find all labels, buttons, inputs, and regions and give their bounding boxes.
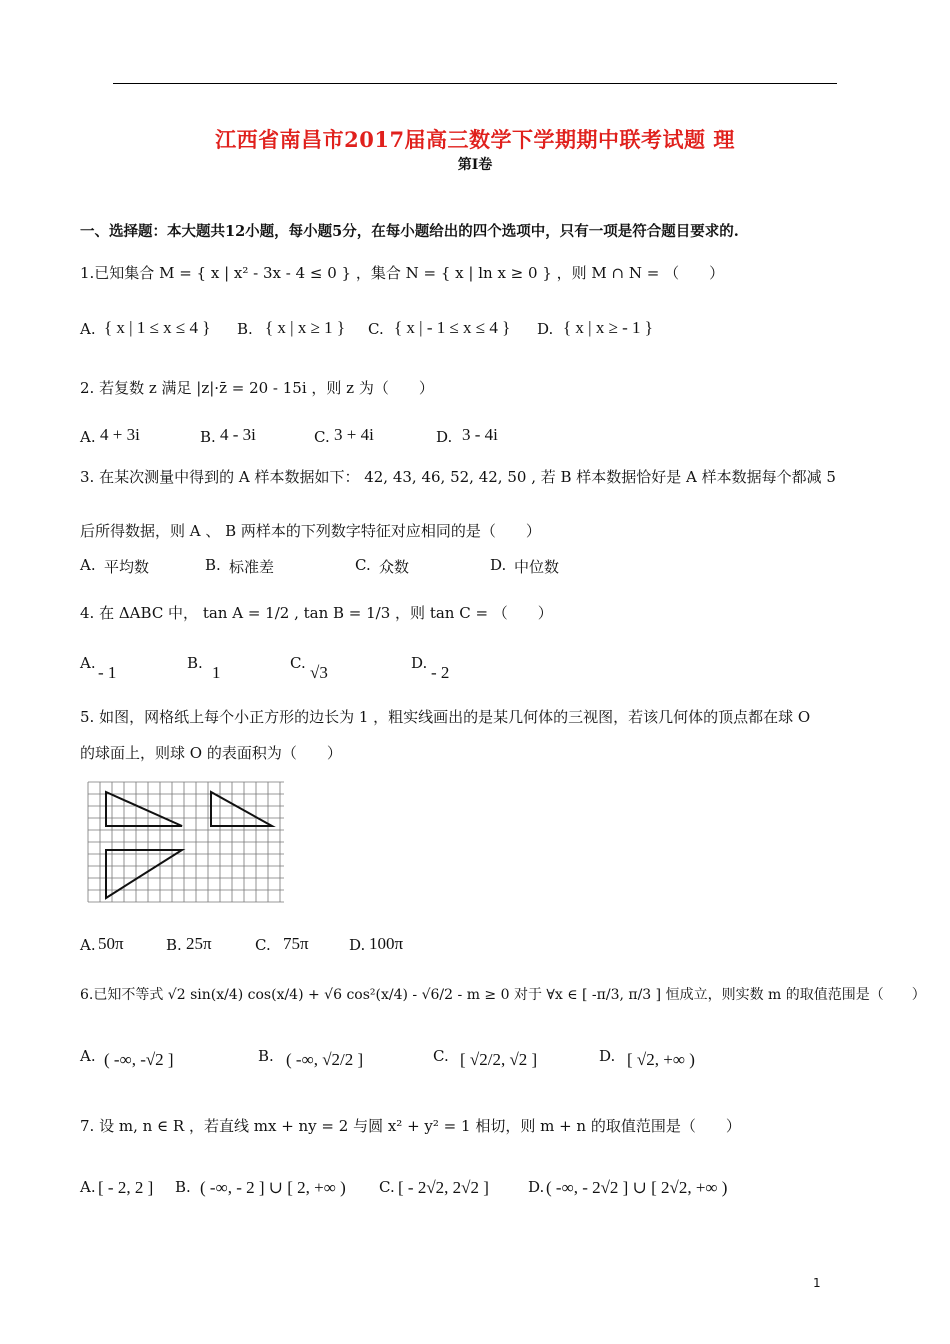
q4-option-a-label: A. (80, 654, 96, 672)
q5-option-d-label: D. (349, 936, 366, 954)
q4-option-b: 1 (212, 663, 221, 682)
q3-option-b-label: B. (205, 556, 221, 574)
q6-option-a: ( -∞, -√2 ] (104, 1050, 174, 1069)
q6-option-b-label: B. (258, 1047, 274, 1065)
q2-option-a-label: A. (80, 428, 96, 446)
q7-option-c: [ - 2√2, 2√2 ] (398, 1178, 489, 1197)
q4-option-c: √3 (310, 663, 328, 682)
q2-option-d: 3 - 4i (462, 425, 498, 444)
q1-option-d-label: D. (537, 320, 554, 338)
q4-option-d-label: D. (411, 654, 428, 672)
q7-option-c-label: C. (379, 1178, 395, 1196)
page-number: 1 (813, 1276, 821, 1290)
q5-option-c: 75π (283, 934, 309, 953)
q3-option-a-label: A. (80, 556, 96, 574)
q6-option-a-label: A. (80, 1047, 96, 1065)
q1-option-a-label: A. (80, 320, 96, 338)
q7-option-a-label: A. (80, 1178, 96, 1196)
question-7-stem: 7. 设 m, n ∈ R ，若直线 mx + ny = 2 与圆 x² + y² = 1 相切，则 m + n 的取值范围是（ ） (80, 1117, 741, 1135)
q5-option-b-label: B. (166, 936, 182, 954)
q6-option-c-label: C. (433, 1047, 449, 1065)
q5-option-a: 50π (98, 934, 124, 953)
q1-option-b-label: B. (237, 320, 253, 338)
question-1-stem: 1.已知集合 M = { x | x² - 3x - 4 ≤ 0 } ，集合 N = { x | ln x ≥ 0 } ，则 M ∩ N = （ ） (80, 264, 725, 282)
q2-option-d-label: D. (436, 428, 453, 446)
q6-option-d-label: D. (599, 1047, 616, 1065)
header-rule (113, 83, 837, 84)
question-4-stem: 4. 在 ΔABC 中， tan A = 1/2 , tan B = 1/3 ，则 tan C = （ ） (80, 604, 553, 622)
q6-option-c: [ √2/2, √2 ] (460, 1050, 538, 1069)
q1-option-c: { x | - 1 ≤ x ≤ 4 } (394, 318, 511, 337)
q7-option-b-label: B. (175, 1178, 191, 1196)
question-3-stem-cont: 后所得数据，则 A 、 B 两样本的下列数字特征对应相同的是（ ） (80, 522, 541, 540)
section-heading: 一、选择题：本大题共12小题，每小题5分，在每小题给出的四个选项中，只有一项是符合题目要求的. (80, 223, 739, 240)
q3-option-c: 众数 (379, 558, 410, 576)
q3-option-c-label: C. (355, 556, 371, 574)
q5-option-d: 100π (369, 934, 404, 953)
q7-option-d-label: D. (528, 1178, 545, 1196)
three-view-figure (84, 778, 288, 914)
q4-option-c-label: C. (290, 654, 306, 672)
q2-option-c: 3 + 4i (334, 425, 374, 444)
q2-option-a: 4 + 3i (100, 425, 140, 444)
question-6-stem: 6.已知不等式 √2 sin(x/4) cos(x/4) + √6 cos²(x/4) - √6/2 - m ≥ 0 对于 ∀x ∈ [ -π/3, π/3 ] 恒成立，则实数 m 的取值范围是（ ） (80, 987, 926, 1003)
page-subtitle: 第Ⅰ卷 (457, 157, 493, 173)
q7-option-a: [ - 2, 2 ] (98, 1178, 154, 1197)
q6-option-b: ( -∞, √2/2 ] (286, 1050, 364, 1069)
q4-option-a: - 1 (98, 663, 117, 682)
q1-option-b: { x | x ≥ 1 } (265, 318, 346, 337)
q2-option-b: 4 - 3i (220, 425, 256, 444)
q3-option-d-label: D. (490, 556, 507, 574)
q6-option-d: [ √2, +∞ ) (627, 1050, 695, 1069)
question-2-stem: 2. 若复数 z 满足 |z|·z̄ = 20 - 15i ，则 z 为（ ） (80, 379, 434, 397)
q1-option-a: { x | 1 ≤ x ≤ 4 } (104, 318, 211, 337)
q7-option-b: ( -∞, - 2 ] ∪ [ 2, +∞ ) (200, 1178, 346, 1197)
q4-option-d: - 2 (431, 663, 450, 682)
q1-option-d: { x | x ≥ - 1 } (563, 318, 653, 337)
q1-option-c-label: C. (368, 320, 384, 338)
q3-option-d: 中位数 (514, 558, 560, 576)
q3-option-a: 平均数 (104, 558, 150, 576)
q2-option-c-label: C. (314, 428, 330, 446)
q3-option-b: 标准差 (229, 558, 275, 576)
q4-option-b-label: B. (187, 654, 203, 672)
q2-option-b-label: B. (200, 428, 216, 446)
q5-option-c-label: C. (255, 936, 271, 954)
q5-option-a-label: A. (80, 936, 96, 954)
q5-option-b: 25π (186, 934, 212, 953)
page-title: 江西省南昌市2017届高三数学下学期期中联考试题 理 (215, 127, 735, 152)
question-5-stem-cont: 的球面上，则球 O 的表面积为（ ） (80, 744, 342, 762)
question-3-stem: 3. 在某次测量中得到的 A 样本数据如下： 42, 43, 46, 52, 42, 50 , 若 B 样本数据恰好是 A 样本数据每个都减 5 (80, 468, 836, 486)
q7-option-d: ( -∞, - 2√2 ] ∪ [ 2√2, +∞ ) (546, 1178, 728, 1197)
question-5-stem: 5. 如图，网格纸上每个小正方形的边长为 1 ，粗实线画出的是某几何体的三视图，若该几何体的顶点都在球 O (80, 708, 811, 726)
